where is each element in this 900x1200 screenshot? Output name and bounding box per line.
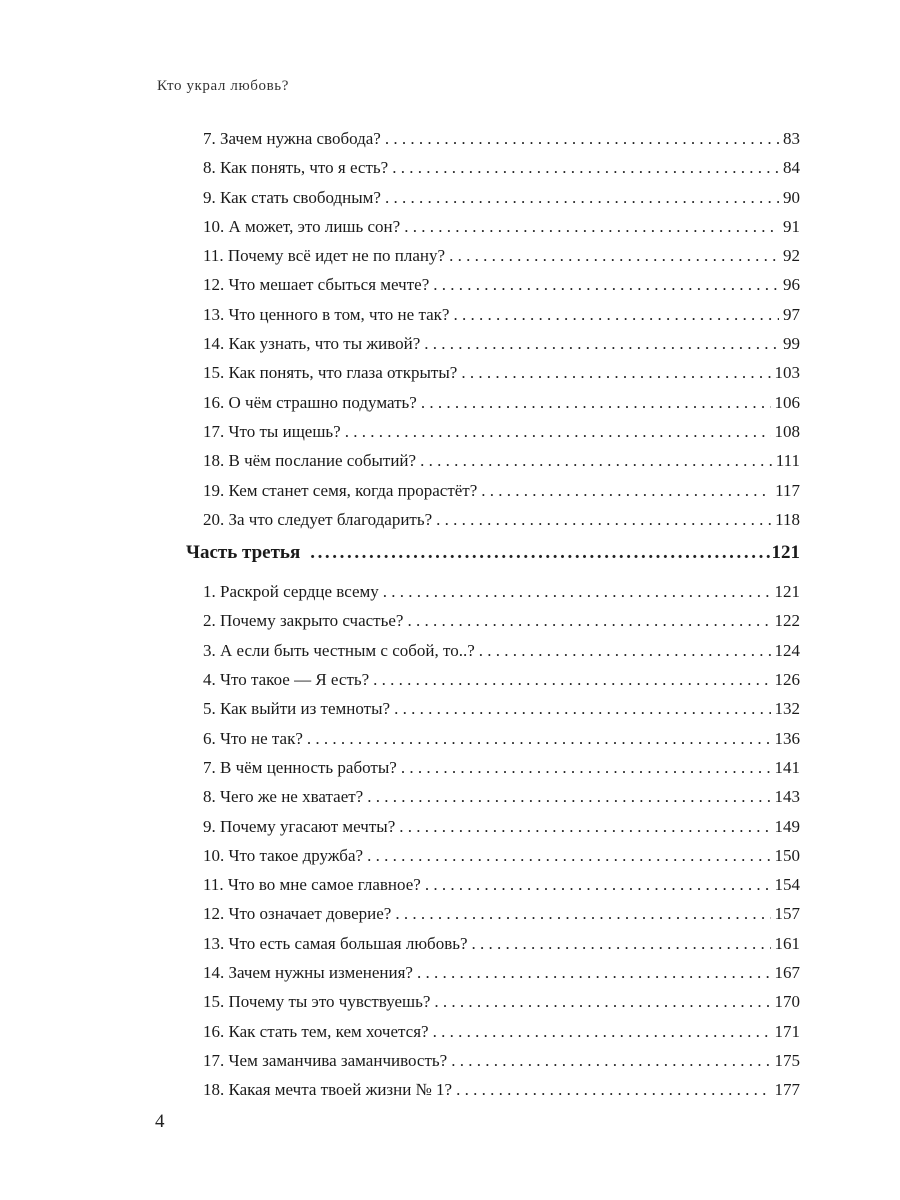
toc-entry-title: 14. Зачем нужны изменения? <box>203 963 413 983</box>
toc-part3-list <box>203 582 800 1109</box>
toc-entry-page: 126 <box>774 670 800 690</box>
toc-entry-page: 97 <box>783 304 800 324</box>
toc-entry-page: 177 <box>774 1080 800 1100</box>
dot-leader <box>433 1022 771 1042</box>
toc-entry-page: 122 <box>774 611 800 631</box>
toc-entry-page: 118 <box>775 509 800 529</box>
running-head: Кто украл любовь? <box>157 78 289 94</box>
dot-leader <box>425 875 771 895</box>
toc-entry[interactable] <box>203 393 800 422</box>
toc-entry-title: 15. Почему ты это чувствуешь? <box>203 992 431 1012</box>
dot-leader <box>404 217 779 237</box>
toc-entry[interactable] <box>203 582 800 611</box>
toc-entry-page: 96 <box>783 275 800 295</box>
dot-leader <box>307 729 771 749</box>
table-of-contents <box>186 129 800 1110</box>
toc-entry-page: 111 <box>775 451 800 471</box>
dot-leader <box>433 275 779 295</box>
toc-entry[interactable] <box>203 846 800 875</box>
toc-entry-title: 1. Раскрой сердце всему <box>203 582 379 602</box>
toc-entry-title: 6. Что не так? <box>203 728 303 748</box>
toc-entry-title: 17. Чем заманчива заманчивость? <box>203 1050 448 1070</box>
toc-entry[interactable] <box>203 188 800 217</box>
toc-entry[interactable] <box>203 699 800 728</box>
dot-leader <box>392 158 779 178</box>
toc-entry-title: 19. Кем станет семя, когда прорастёт? <box>203 480 478 500</box>
toc-entry-page: 143 <box>774 787 800 807</box>
toc-entry-page: 106 <box>774 392 800 412</box>
toc-entry-title: 10. Что такое дружба? <box>203 845 364 865</box>
toc-entry[interactable] <box>203 817 800 846</box>
toc-part-heading[interactable] <box>186 542 800 578</box>
page-number: 4 <box>155 1111 165 1132</box>
toc-entry-title: 13. Что ценного в том, что не так? <box>203 304 450 324</box>
toc-entry-title: 16. Как стать тем, кем хочется? <box>203 1021 429 1041</box>
toc-entry[interactable] <box>203 670 800 699</box>
toc-entry[interactable] <box>203 992 800 1021</box>
toc-entry-page: 124 <box>774 640 800 660</box>
toc-entry-page: 150 <box>774 845 800 865</box>
dot-leader <box>385 129 779 149</box>
dot-leader <box>479 641 771 661</box>
dot-leader <box>421 393 771 413</box>
toc-entry[interactable] <box>203 611 800 640</box>
toc-entry-page: 167 <box>774 963 800 983</box>
dot-leader <box>451 1051 770 1071</box>
toc-entry[interactable] <box>203 305 800 334</box>
toc-entry-page: 121 <box>774 582 800 602</box>
toc-entry-page: 170 <box>774 992 800 1012</box>
toc-entry-title: 12. Что мешает сбыться мечте? <box>203 275 430 295</box>
toc-entry-title: 11. Что во мне самое главное? <box>203 875 421 895</box>
dot-leader <box>345 422 771 442</box>
dot-leader <box>310 542 769 564</box>
dot-leader <box>449 246 779 266</box>
dot-leader <box>367 787 770 807</box>
part-page: 121 <box>771 542 800 564</box>
toc-entry-page: 99 <box>783 334 800 354</box>
toc-entry-page: 149 <box>774 816 800 836</box>
dot-leader <box>417 963 771 983</box>
toc-entry[interactable] <box>203 641 800 670</box>
dot-leader <box>394 699 770 719</box>
toc-entry[interactable] <box>203 363 800 392</box>
toc-entry-page: 154 <box>774 875 800 895</box>
dot-leader <box>434 992 770 1012</box>
toc-entry-title: 12. Что означает доверие? <box>203 904 392 924</box>
dot-leader <box>461 363 770 383</box>
dot-leader <box>367 846 770 866</box>
toc-entry-title: 10. А может, это лишь сон? <box>203 216 401 236</box>
toc-entry[interactable] <box>203 158 800 187</box>
toc-entry-title: 13. Что есть самая большая любовь? <box>203 933 468 953</box>
toc-entry-page: 157 <box>774 904 800 924</box>
dot-leader <box>373 670 770 690</box>
toc-entry-title: 16. О чём страшно подумать? <box>203 392 417 412</box>
dot-leader <box>424 334 779 354</box>
toc-entry-page: 136 <box>774 728 800 748</box>
dot-leader <box>453 305 779 325</box>
dot-leader <box>383 582 771 602</box>
toc-entry[interactable] <box>203 934 800 963</box>
dot-leader <box>420 451 772 471</box>
toc-entry-title: 8. Чего же не хватает? <box>203 787 364 807</box>
toc-entry-page: 171 <box>774 1021 800 1041</box>
toc-entry[interactable] <box>203 875 800 904</box>
toc-entry-title: 18. В чём послание событий? <box>203 451 417 471</box>
dot-leader <box>385 188 779 208</box>
dot-leader <box>399 817 770 837</box>
dot-leader <box>472 934 771 954</box>
toc-entry-page: 90 <box>783 187 800 207</box>
dot-leader <box>407 611 770 631</box>
dot-leader <box>436 510 771 530</box>
toc-entry[interactable] <box>203 787 800 816</box>
toc-entry-page: 83 <box>783 129 800 148</box>
toc-entry[interactable] <box>203 510 800 539</box>
dot-leader <box>401 758 771 778</box>
toc-entry-page: 175 <box>774 1050 800 1070</box>
toc-entry[interactable] <box>203 334 800 363</box>
toc-part2-list <box>203 129 800 539</box>
toc-entry-title: 7. В чём ценность работы? <box>203 757 397 777</box>
toc-entry[interactable] <box>203 963 800 992</box>
toc-entry-title: 11. Почему всё идет не по плану? <box>203 246 446 266</box>
toc-entry-title: 17. Что ты ищешь? <box>203 421 341 441</box>
toc-entry-title: 3. А если быть честным с собой, то..? <box>203 640 475 660</box>
toc-entry-title: 18. Какая мечта твоей жизни № 1? <box>203 1080 453 1100</box>
toc-entry[interactable] <box>203 422 800 451</box>
toc-entry-title: 20. За что следует благодарить? <box>203 509 433 529</box>
toc-entry[interactable] <box>203 275 800 304</box>
toc-entry-page: 132 <box>774 699 800 719</box>
toc-entry[interactable] <box>203 729 800 758</box>
toc-entry[interactable] <box>203 217 800 246</box>
part-title: Часть третья <box>186 542 301 564</box>
dot-leader <box>456 1080 770 1100</box>
toc-entry-page: 161 <box>774 933 800 953</box>
toc-entry-title: 4. Что такое — Я есть? <box>203 670 370 690</box>
toc-entry-title: 5. Как выйти из темноты? <box>203 699 391 719</box>
toc-entry[interactable] <box>203 904 800 933</box>
toc-entry[interactable] <box>203 1022 800 1051</box>
toc-entry[interactable] <box>203 758 800 787</box>
toc-entry[interactable] <box>203 246 800 275</box>
dot-leader <box>481 481 771 501</box>
dot-leader <box>395 904 770 924</box>
toc-entry-page: 84 <box>783 158 800 178</box>
toc-entry-page: 91 <box>783 216 800 236</box>
toc-entry-title: 7. Зачем нужна свобода? <box>203 129 381 148</box>
toc-entry-title: 9. Почему угасают мечты? <box>203 816 396 836</box>
toc-entry-title: 14. Как узнать, что ты живой? <box>203 334 421 354</box>
toc-entry-title: 15. Как понять, что глаза открыты? <box>203 363 458 383</box>
toc-entry-page: 103 <box>774 363 800 383</box>
toc-entry-page: 117 <box>775 480 800 500</box>
toc-entry[interactable] <box>203 451 800 480</box>
toc-entry[interactable] <box>203 129 800 158</box>
toc-entry[interactable] <box>203 1051 800 1080</box>
toc-entry-page: 92 <box>783 246 800 266</box>
toc-entry[interactable] <box>203 1080 800 1109</box>
toc-entry[interactable] <box>203 481 800 510</box>
toc-entry-title: 8. Как понять, что я есть? <box>203 158 389 178</box>
toc-entry-title: 2. Почему закрыто счастье? <box>203 611 404 631</box>
toc-entry-page: 141 <box>774 757 800 777</box>
toc-entry-page: 108 <box>774 421 800 441</box>
toc-entry-title: 9. Как стать свободным? <box>203 187 381 207</box>
